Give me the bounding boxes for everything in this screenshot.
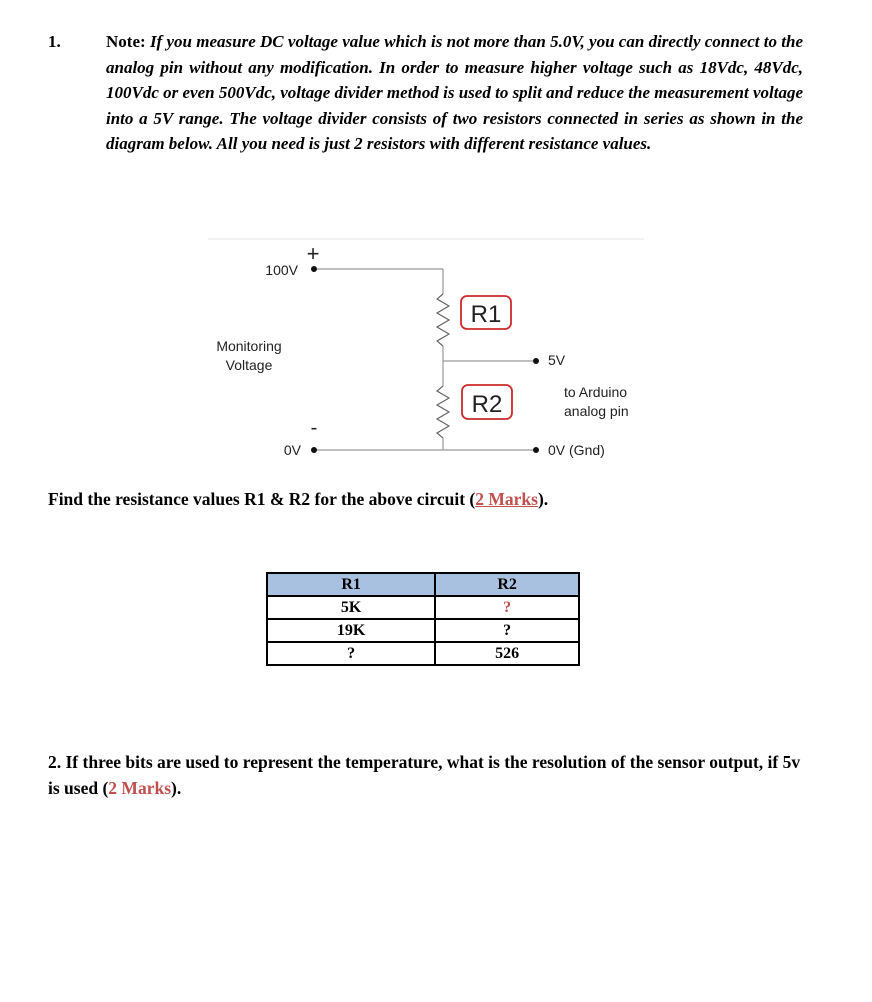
table-row xyxy=(267,596,579,619)
ground-output-label: 0V (Gnd) xyxy=(548,442,605,458)
cell-r1: 19K xyxy=(267,619,435,642)
table-header-row xyxy=(267,573,579,596)
output-voltage-label: 5V xyxy=(548,352,566,368)
header-r2: R2 xyxy=(435,573,579,596)
minus-sign: - xyxy=(310,417,318,439)
find-marks: 2 Marks xyxy=(475,489,538,509)
ground-terminal-left xyxy=(311,447,317,453)
plus-sign: + xyxy=(306,241,320,266)
note-body: If you measure DC voltage value which is not more than 5.0V, you can directly connect to the analog pin without any modification. In order to measure higher voltage such as 18Vdc, 48Vdc, 100Vdc or even 500Vdc, voltage divider method is used to split and reduce the measurement voltage into a 5V range. The voltage divider consists of two resistors connected in series as shown in the diagram below. All you need is just 2 resistors with different resistance values. xyxy=(106,32,803,153)
q2-end: ). xyxy=(171,778,182,798)
input-voltage-label: 100V xyxy=(265,262,298,278)
q2-text: 2. If three bits are used to represent the temperature, what is the resolution of the sensor output, if 5v is used ( xyxy=(48,752,801,798)
note-paragraph xyxy=(106,29,803,157)
resistor-r2-symbol xyxy=(437,386,449,438)
q2-marks: 2 Marks xyxy=(108,778,171,798)
resistor-r1-symbol xyxy=(437,294,449,346)
question-two xyxy=(48,749,808,801)
table-row xyxy=(267,619,579,642)
cell-r2: ? xyxy=(435,619,579,642)
cell-r1: ? xyxy=(267,642,435,665)
cell-r1: 5K xyxy=(267,596,435,619)
cell-r2: 526 xyxy=(435,642,579,665)
r2-label: R2 xyxy=(471,391,503,418)
find-end: ). xyxy=(537,489,549,509)
cell-r2: ? xyxy=(435,596,579,619)
ground-voltage-label: 0V xyxy=(283,442,301,458)
find-text: Find the resistance values R1 & R2 for the above circuit ( xyxy=(48,489,476,509)
output-terminal xyxy=(533,358,539,364)
ground-terminal-right xyxy=(533,447,539,453)
resistance-table xyxy=(266,572,580,666)
find-resistance-question xyxy=(48,489,548,510)
monitoring-label-line1: Monitoring xyxy=(216,338,282,354)
r1-label: R1 xyxy=(470,301,502,328)
question-number: 1. xyxy=(48,32,61,51)
arduino-label-line2: analog pin xyxy=(564,403,629,419)
voltage-divider-diagram xyxy=(200,230,650,470)
input-terminal xyxy=(311,266,317,272)
monitoring-label-line2: Voltage xyxy=(225,357,273,373)
table-row xyxy=(267,642,579,665)
arduino-label-line1: to Arduino xyxy=(564,384,628,400)
header-r1: R1 xyxy=(267,573,435,596)
note-lead: Note: xyxy=(106,32,146,51)
